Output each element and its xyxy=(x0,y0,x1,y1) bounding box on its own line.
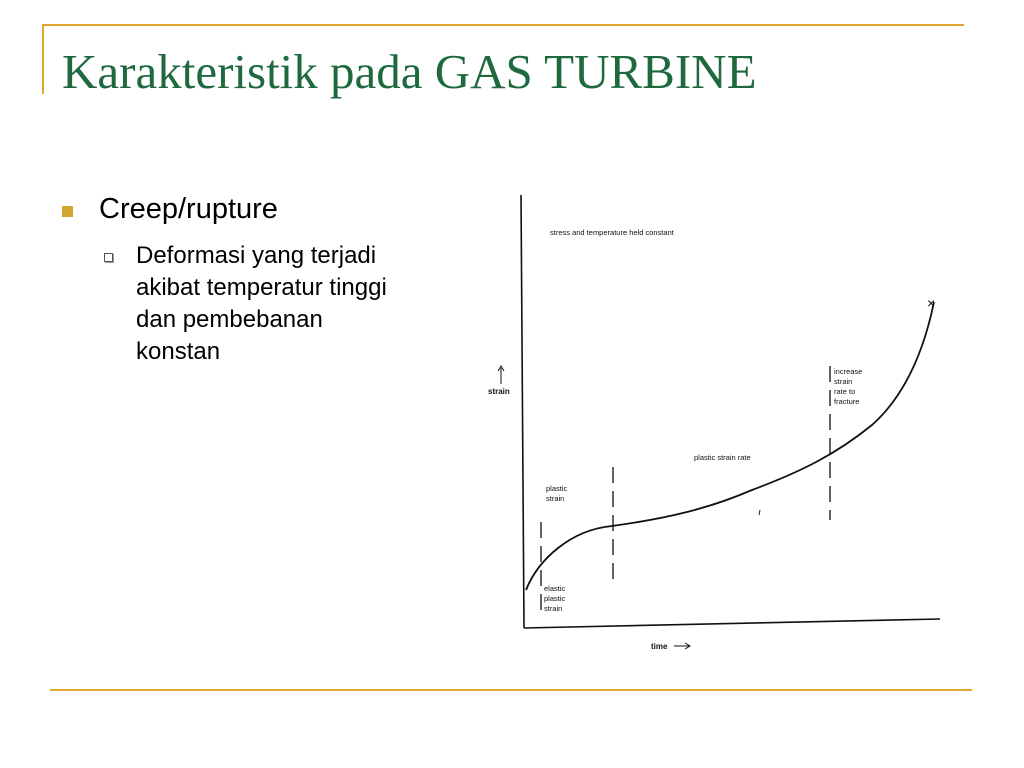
slide-title: Karakteristik pada GAS TURBINE xyxy=(62,44,757,99)
increase-strain-rate-label xyxy=(834,367,864,406)
label-line: fracture xyxy=(834,397,860,406)
bullet-level2 xyxy=(104,240,476,368)
bullet-level2-line: akibat temperatur tinggi xyxy=(136,274,387,301)
bullet-level2-line: Deformasi yang terjadi xyxy=(136,242,377,269)
y-axis xyxy=(521,195,524,628)
label-line: strain xyxy=(544,604,563,613)
label-line: strain xyxy=(546,494,565,503)
scan-artifact-mark xyxy=(759,510,760,515)
plastic-strain-rate-label: plastic strain rate xyxy=(694,453,751,462)
bullet-level2-text xyxy=(136,240,476,368)
label-line: plastic xyxy=(546,484,568,493)
bullet-level1 xyxy=(62,192,278,226)
bullet-level2-line: dan pembebanan xyxy=(136,306,323,333)
creep-curve-diagram xyxy=(470,190,970,660)
bullet-level2-line: konstan xyxy=(136,338,221,365)
label-line: increase xyxy=(834,367,863,376)
elastic-plastic-strain-label xyxy=(544,584,567,613)
left-rule xyxy=(42,24,44,94)
bullet-level1-text: Creep/rupture xyxy=(99,193,278,225)
conditions-note: stress and temperature held constant xyxy=(550,228,674,237)
square-bullet-icon xyxy=(62,206,73,217)
x-axis-label: time xyxy=(651,642,668,651)
label-line: elastic xyxy=(544,584,566,593)
label-line: rate to xyxy=(834,387,856,396)
creep-curve xyxy=(526,302,934,590)
label-line: strain xyxy=(834,377,853,386)
plastic-strain-label xyxy=(546,484,569,503)
top-rule xyxy=(42,24,964,26)
label-line: plastic xyxy=(544,594,566,603)
fracture-marker-icon: × xyxy=(927,295,936,311)
x-axis xyxy=(524,619,940,628)
y-axis-label: strain xyxy=(488,387,510,396)
bottom-rule xyxy=(50,689,972,691)
hollow-square-bullet-icon xyxy=(104,253,113,262)
